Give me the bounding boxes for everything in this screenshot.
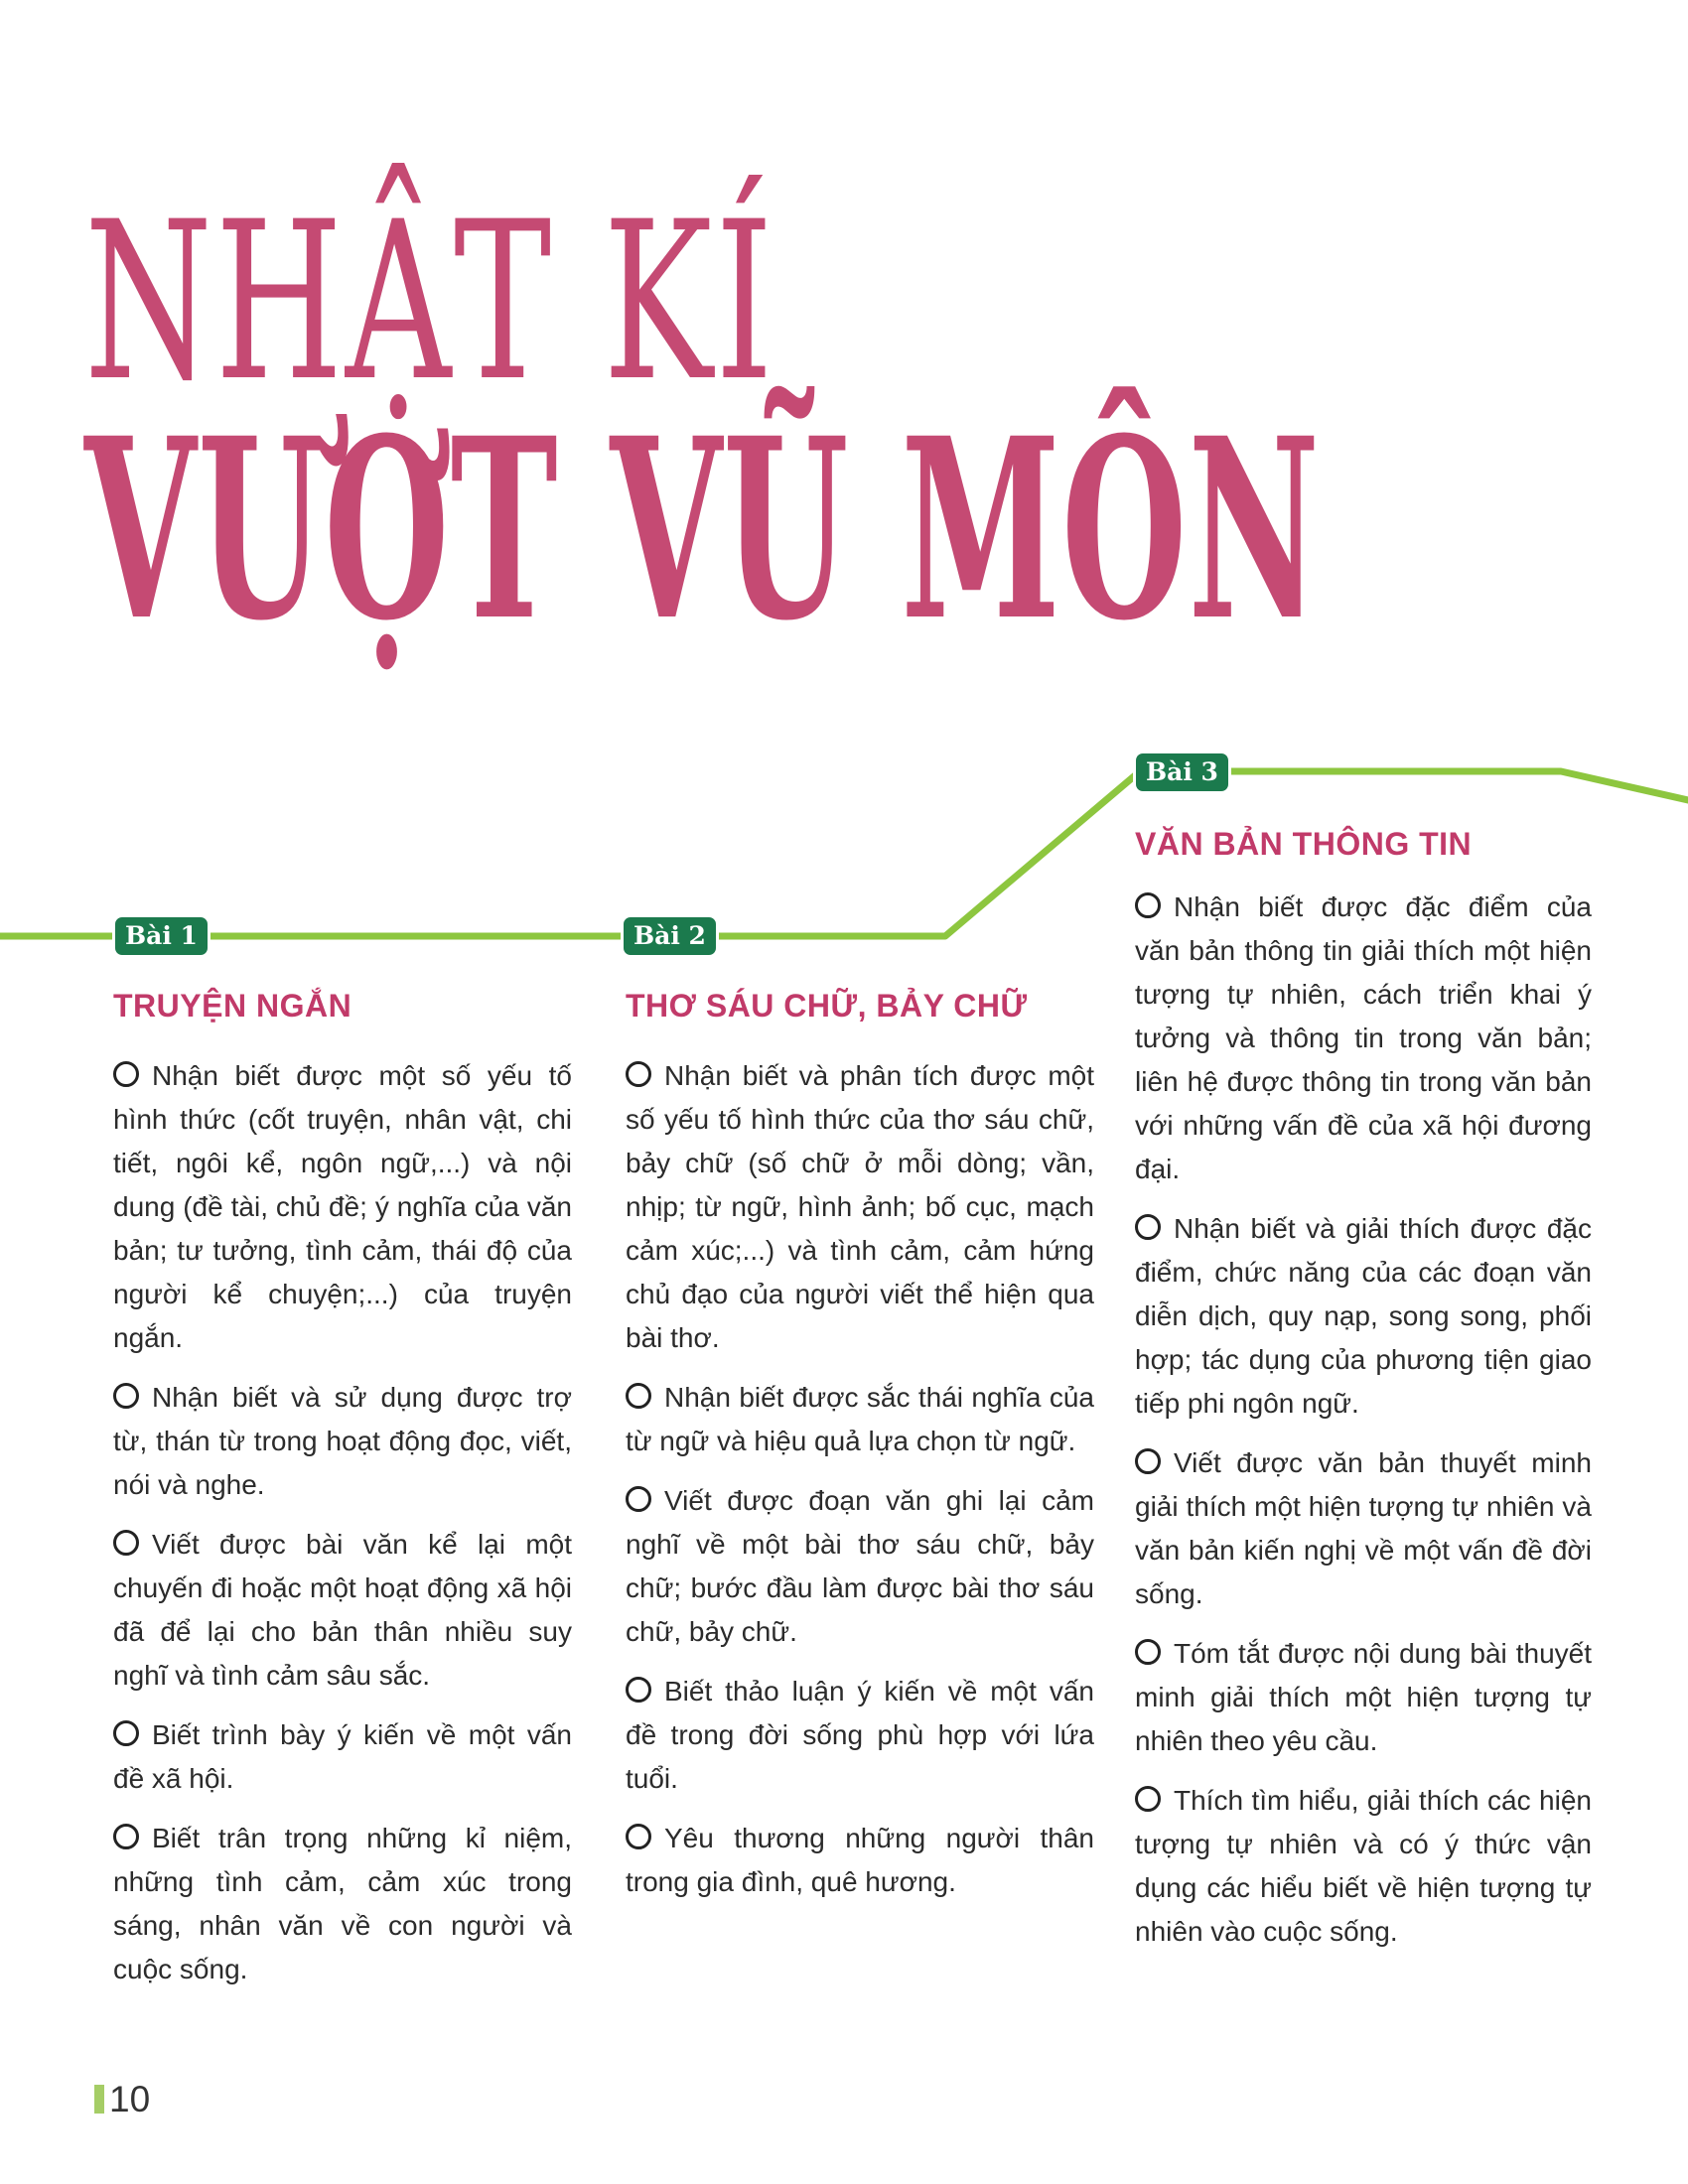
- bullet-circle-icon: [113, 1061, 139, 1087]
- objective-text: Yêu thương những người thân trong gia đình, quê hương.: [626, 1823, 1094, 1897]
- bullet-circle-icon: [113, 1824, 139, 1849]
- objective-text: Biết thảo luận ý kiến về một vấn đề trong đời sống phù hợp với lứa tuổi.: [626, 1676, 1094, 1794]
- page-number-footer: [94, 2081, 150, 2117]
- objective-text: Nhận biết và sử dụng được trợ từ, thán từ trong hoạt động đọc, viết, nói và nghe.: [113, 1382, 572, 1500]
- bullet-circle-icon: [626, 1486, 651, 1512]
- page-number: 10: [109, 2079, 151, 2119]
- objective-text: Viết được đoạn văn ghi lại cảm nghĩ về một bài thơ sáu chữ, bảy chữ; bước đầu làm được bài thơ sáu chữ, bảy chữ.: [626, 1485, 1094, 1647]
- objective-item: [626, 1054, 1094, 1360]
- objective-item: [626, 1376, 1094, 1463]
- bullet-circle-icon: [113, 1383, 139, 1409]
- objective-item: [1135, 1632, 1592, 1763]
- objective-item: [626, 1817, 1094, 1904]
- objective-text: Thích tìm hiểu, giải thích các hiện tượng tự nhiên và có ý thức vận dụng các hiểu biết về hiện tượng tự nhiên vào cuộc sống.: [1135, 1785, 1592, 1947]
- objective-item: [113, 1376, 572, 1507]
- bullet-circle-icon: [626, 1383, 651, 1409]
- objective-item: [113, 1817, 572, 1991]
- bullet-circle-icon: [113, 1530, 139, 1556]
- bullet-circle-icon: [626, 1824, 651, 1849]
- lesson-heading-2: THƠ SÁU CHỮ, BẢY CHỮ: [626, 988, 1028, 1024]
- lesson-badge-bai-3: Bài 3: [1133, 751, 1231, 794]
- lesson-column-3: [1135, 886, 1592, 1970]
- page-title-line1: NHẬT KÍ: [84, 175, 776, 429]
- bullet-circle-icon: [1135, 1448, 1161, 1474]
- objective-item: [113, 1054, 572, 1360]
- objective-item: [1135, 1441, 1592, 1616]
- bullet-circle-icon: [113, 1720, 139, 1746]
- objective-item: [1135, 1207, 1592, 1426]
- objective-item: [1135, 886, 1592, 1191]
- bullet-circle-icon: [1135, 892, 1161, 918]
- lesson-column-2: [626, 1054, 1094, 1920]
- objective-text: Viết được văn bản thuyết minh giải thích một hiện tượng tự nhiên và văn bản kiến nghị về một vấn đề đời sống.: [1135, 1447, 1592, 1609]
- objective-item: [1135, 1779, 1592, 1954]
- lesson-badge-bai-2: Bài 2: [621, 914, 719, 958]
- lesson-heading-3: VĂN BẢN THÔNG TIN: [1135, 826, 1473, 862]
- page-number-bar-icon: [94, 2085, 104, 2114]
- lesson-heading-1: TRUYỆN NGẮN: [113, 988, 352, 1024]
- objective-text: Nhận biết được sắc thái nghĩa của từ ngữ và hiệu quả lựa chọn từ ngữ.: [626, 1382, 1094, 1456]
- bullet-circle-icon: [1135, 1214, 1161, 1240]
- bullet-circle-icon: [1135, 1639, 1161, 1665]
- objective-item: [113, 1713, 572, 1801]
- objective-item: [626, 1479, 1094, 1654]
- objective-text: Nhận biết được đặc điểm của văn bản thông tin giải thích một hiện tượng tự nhiên, cách triển khai ý tưởng và thông tin trong văn bản; liên hệ được thông tin trong văn bản với những vấn đề của xã hội đương đại.: [1135, 891, 1592, 1184]
- objective-text: Biết trình bày ý kiến về một vấn đề xã hội.: [113, 1719, 572, 1794]
- objective-text: Nhận biết và phân tích được một số yếu tố hình thức của thơ sáu chữ, bảy chữ (số chữ ở mỗi dòng; vần, nhịp; từ ngữ, hình ảnh; bố cục, mạch cảm xúc;...) và tình cảm, cảm hứng chủ đạo của người viết thể hiện qua bài thơ.: [626, 1060, 1094, 1353]
- bullet-circle-icon: [626, 1061, 651, 1087]
- bullet-circle-icon: [626, 1677, 651, 1703]
- page-title-line2: VƯỢT VŨ MÔN: [84, 383, 1322, 675]
- objective-item: [626, 1670, 1094, 1801]
- objective-text: Nhận biết và giải thích được đặc điểm, chức năng của các đoạn văn diễn dịch, quy nạp, song song, phối hợp; tác dụng của phương tiện giao tiếp phi ngôn ngữ.: [1135, 1213, 1592, 1419]
- objective-text: Viết được bài văn kể lại một chuyến đi hoặc một hoạt động xã hội đã để lại cho bản thân nhiều suy nghĩ và tình cảm sâu sắc.: [113, 1529, 572, 1691]
- lesson-column-1: [113, 1054, 572, 2007]
- objective-text: Biết trân trọng những kỉ niệm, những tình cảm, cảm xúc trong sáng, nhân văn về con người và cuộc sống.: [113, 1823, 572, 1984]
- lesson-badge-bai-1: Bài 1: [112, 914, 211, 958]
- bullet-circle-icon: [1135, 1786, 1161, 1812]
- objective-text: Nhận biết được một số yếu tố hình thức (cốt truyện, nhân vật, chi tiết, ngôi kể, ngôn ngữ,...) và nội dung (đề tài, chủ đề; ý nghĩa của văn bản; tư tưởng, tình cảm, thái độ của người kể chuyện;...) của truyện ngắn.: [113, 1060, 572, 1353]
- objective-item: [113, 1523, 572, 1698]
- objective-text: Tóm tắt được nội dung bài thuyết minh giải thích một hiện tượng tự nhiên theo yêu cầu.: [1135, 1638, 1592, 1756]
